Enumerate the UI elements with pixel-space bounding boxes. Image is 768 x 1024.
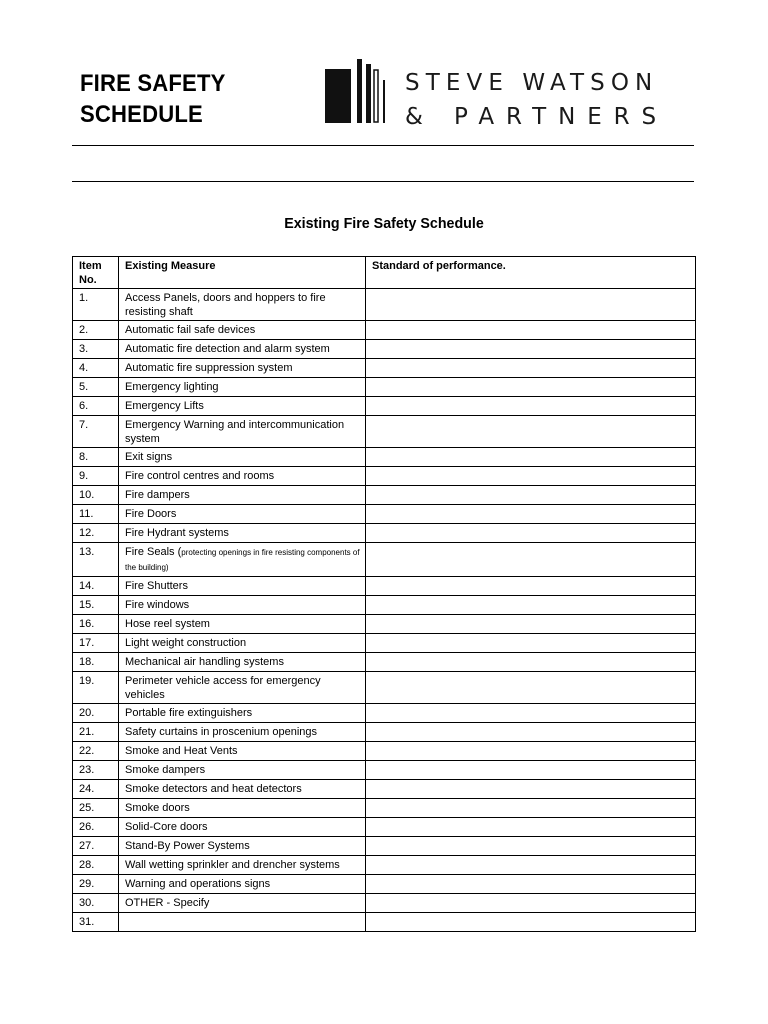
table-body <box>73 289 696 932</box>
existing-measure <box>119 467 366 486</box>
logo-mark-bar-left <box>357 59 362 123</box>
measure-text: Smoke dampers <box>125 764 206 776</box>
logo-mark-bar-right <box>366 64 371 123</box>
standard-of-performance-cell[interactable] <box>366 653 696 672</box>
item-number: 6. <box>73 397 119 416</box>
existing-measure <box>119 340 366 359</box>
table-row <box>73 416 696 448</box>
item-number: 3. <box>73 340 119 359</box>
existing-measure <box>119 397 366 416</box>
standard-of-performance-cell[interactable] <box>366 704 696 723</box>
standard-of-performance-cell[interactable] <box>366 467 696 486</box>
item-number: 2. <box>73 321 119 340</box>
item-number: 9. <box>73 467 119 486</box>
measure-text: Portable fire extinguishers <box>125 707 253 719</box>
standard-of-performance-cell[interactable] <box>366 799 696 818</box>
table-row <box>73 378 696 397</box>
existing-measure <box>119 524 366 543</box>
item-number: 21. <box>73 723 119 742</box>
standard-of-performance-cell[interactable] <box>366 524 696 543</box>
standard-of-performance-cell[interactable] <box>366 577 696 596</box>
standard-of-performance-cell[interactable] <box>366 818 696 837</box>
item-number: 24. <box>73 780 119 799</box>
measure-text: Exit signs <box>125 451 173 463</box>
measure-text: Emergency lighting <box>125 381 219 393</box>
standard-of-performance-cell[interactable] <box>366 486 696 505</box>
table-row <box>73 397 696 416</box>
existing-measure <box>119 378 366 397</box>
existing-measure <box>119 761 366 780</box>
existing-measure <box>119 818 366 837</box>
item-number: 7. <box>73 416 119 448</box>
table-row <box>73 289 696 321</box>
standard-of-performance-cell[interactable] <box>366 894 696 913</box>
item-number: 4. <box>73 359 119 378</box>
standard-of-performance-cell[interactable] <box>366 359 696 378</box>
item-number: 16. <box>73 615 119 634</box>
existing-measure <box>119 742 366 761</box>
existing-measure <box>119 837 366 856</box>
standard-of-performance-cell[interactable] <box>366 289 696 321</box>
existing-measure <box>119 505 366 524</box>
existing-measure <box>119 486 366 505</box>
existing-measure <box>119 653 366 672</box>
measure-text: Smoke and Heat Vents <box>125 745 238 757</box>
measure-text: Emergency Warning and intercommunication system <box>125 419 345 445</box>
item-number: 27. <box>73 837 119 856</box>
item-number: 14. <box>73 577 119 596</box>
measure-text: Fire Doors <box>125 508 177 520</box>
header-existing-measure: Existing Measure <box>119 257 366 289</box>
existing-measure <box>119 596 366 615</box>
item-number: 12. <box>73 524 119 543</box>
table-row <box>73 653 696 672</box>
company-logo-wordmark <box>405 66 668 134</box>
item-number: 19. <box>73 672 119 704</box>
existing-measure <box>119 780 366 799</box>
table-row <box>73 577 696 596</box>
measure-text: Automatic fail safe devices <box>125 324 256 336</box>
existing-measure <box>119 704 366 723</box>
table-row <box>73 704 696 723</box>
item-number: 13. <box>73 543 119 577</box>
standard-of-performance-cell[interactable] <box>366 615 696 634</box>
measure-text: Safety curtains in proscenium openings <box>125 726 317 738</box>
table-row <box>73 340 696 359</box>
table-row <box>73 486 696 505</box>
table-row <box>73 818 696 837</box>
item-number: 10. <box>73 486 119 505</box>
measure-text: Access Panels, doors and hoppers to fire resisting shaft <box>125 292 326 318</box>
standard-of-performance-cell[interactable] <box>366 448 696 467</box>
header-item-no: Item No. <box>73 257 119 289</box>
item-number: 11. <box>73 505 119 524</box>
standard-of-performance-cell[interactable] <box>366 378 696 397</box>
measure-text: Stand-By Power Systems <box>125 840 250 852</box>
table-header-row <box>73 257 696 289</box>
logo-mark-tail <box>383 80 385 123</box>
measure-text: Mechanical air handling systems <box>125 656 284 668</box>
logo-mark-block <box>325 69 351 123</box>
measure-text: Emergency Lifts <box>125 400 204 412</box>
existing-measure <box>119 321 366 340</box>
standard-of-performance-cell[interactable] <box>366 672 696 704</box>
standard-of-performance-cell[interactable] <box>366 780 696 799</box>
schedule-heading: Existing Fire Safety Schedule <box>284 215 484 232</box>
item-number: 15. <box>73 596 119 615</box>
standard-of-performance-cell[interactable] <box>366 761 696 780</box>
table-row <box>73 467 696 486</box>
item-number: 30. <box>73 894 119 913</box>
header-standard-of-performance: Standard of performance. <box>366 257 696 289</box>
item-number: 29. <box>73 875 119 894</box>
existing-measure <box>119 416 366 448</box>
measure-note: protecting openings in fire resisting components of the building) <box>125 548 360 572</box>
table-row <box>73 742 696 761</box>
table-row <box>73 837 696 856</box>
existing-measure <box>119 577 366 596</box>
table-row <box>73 761 696 780</box>
standard-of-performance-cell[interactable] <box>366 837 696 856</box>
logo-mark-bar-outline <box>374 70 378 122</box>
item-number: 23. <box>73 761 119 780</box>
existing-measure <box>119 672 366 704</box>
item-number: 1. <box>73 289 119 321</box>
measure-text: Hose reel system <box>125 618 210 630</box>
table-row <box>73 359 696 378</box>
table-row <box>73 856 696 875</box>
standard-of-performance-cell[interactable] <box>366 340 696 359</box>
table-row <box>73 723 696 742</box>
item-number: 26. <box>73 818 119 837</box>
table-row <box>73 894 696 913</box>
title-line-2: SCHEDULE <box>80 101 203 128</box>
title-line-1: FIRE SAFETY <box>80 70 226 97</box>
measure-text: Wall wetting sprinkler and drencher systems <box>125 859 340 871</box>
table-row <box>73 672 696 704</box>
header-rule-top <box>72 145 694 146</box>
table-row <box>73 505 696 524</box>
header-rule-bottom <box>72 181 694 182</box>
item-number: 17. <box>73 634 119 653</box>
table-row <box>73 913 696 932</box>
standard-of-performance-cell[interactable] <box>366 543 696 577</box>
measure-text: Fire dampers <box>125 489 190 501</box>
existing-measure <box>119 289 366 321</box>
standard-of-performance-cell[interactable] <box>366 321 696 340</box>
measure-text: Smoke detectors and heat detectors <box>125 783 302 795</box>
standard-of-performance-cell[interactable] <box>366 742 696 761</box>
existing-measure <box>119 799 366 818</box>
measure-text: Automatic fire detection and alarm system <box>125 343 330 355</box>
table-row <box>73 596 696 615</box>
measure-text: Warning and operations signs <box>125 878 271 890</box>
measure-text: Fire control centres and rooms <box>125 470 275 482</box>
measure-text: Automatic fire suppression system <box>125 362 293 374</box>
fire-safety-schedule-table <box>72 256 696 932</box>
measure-text: Smoke doors <box>125 802 190 814</box>
table-row <box>73 543 696 577</box>
standard-of-performance-cell[interactable] <box>366 723 696 742</box>
existing-measure <box>119 875 366 894</box>
existing-measure <box>119 894 366 913</box>
table-row <box>73 448 696 467</box>
table-row <box>73 634 696 653</box>
standard-of-performance-cell[interactable] <box>366 596 696 615</box>
standard-of-performance-cell[interactable] <box>366 634 696 653</box>
existing-measure <box>119 723 366 742</box>
standard-of-performance-cell[interactable] <box>366 856 696 875</box>
item-number: 31. <box>73 913 119 932</box>
item-number: 20. <box>73 704 119 723</box>
measure-text: Fire windows <box>125 599 190 611</box>
logo-name: STEVE WATSON <box>405 70 659 96</box>
existing-measure <box>119 448 366 467</box>
item-number: 22. <box>73 742 119 761</box>
existing-measure <box>119 856 366 875</box>
measure-text: Perimeter vehicle access for emergency vehicles <box>125 675 321 701</box>
table-row <box>73 321 696 340</box>
measure-text: Solid-Core doors <box>125 821 208 833</box>
item-number: 28. <box>73 856 119 875</box>
table-row <box>73 615 696 634</box>
existing-measure <box>119 615 366 634</box>
existing-measure <box>119 359 366 378</box>
table-row <box>73 799 696 818</box>
standard-of-performance-cell[interactable] <box>366 416 696 448</box>
item-number: 8. <box>73 448 119 467</box>
standard-of-performance-cell[interactable] <box>366 913 696 932</box>
table-row <box>73 875 696 894</box>
existing-measure <box>119 913 366 932</box>
measure-text: Fire Seals ( <box>125 546 182 558</box>
logo-partners: & PARTNERS <box>405 104 669 130</box>
item-number: 5. <box>73 378 119 397</box>
existing-measure <box>119 543 366 577</box>
table-row <box>73 780 696 799</box>
item-number: 25. <box>73 799 119 818</box>
standard-of-performance-cell[interactable] <box>366 875 696 894</box>
table-row <box>73 524 696 543</box>
measure-text: Light weight construction <box>125 637 247 649</box>
document-title <box>80 68 226 130</box>
standard-of-performance-cell[interactable] <box>366 397 696 416</box>
measure-text: Fire Shutters <box>125 580 188 592</box>
standard-of-performance-cell[interactable] <box>366 505 696 524</box>
measure-text: OTHER - Specify <box>125 897 210 909</box>
measure-text: Fire Hydrant systems <box>125 527 229 539</box>
item-number: 18. <box>73 653 119 672</box>
existing-measure <box>119 634 366 653</box>
